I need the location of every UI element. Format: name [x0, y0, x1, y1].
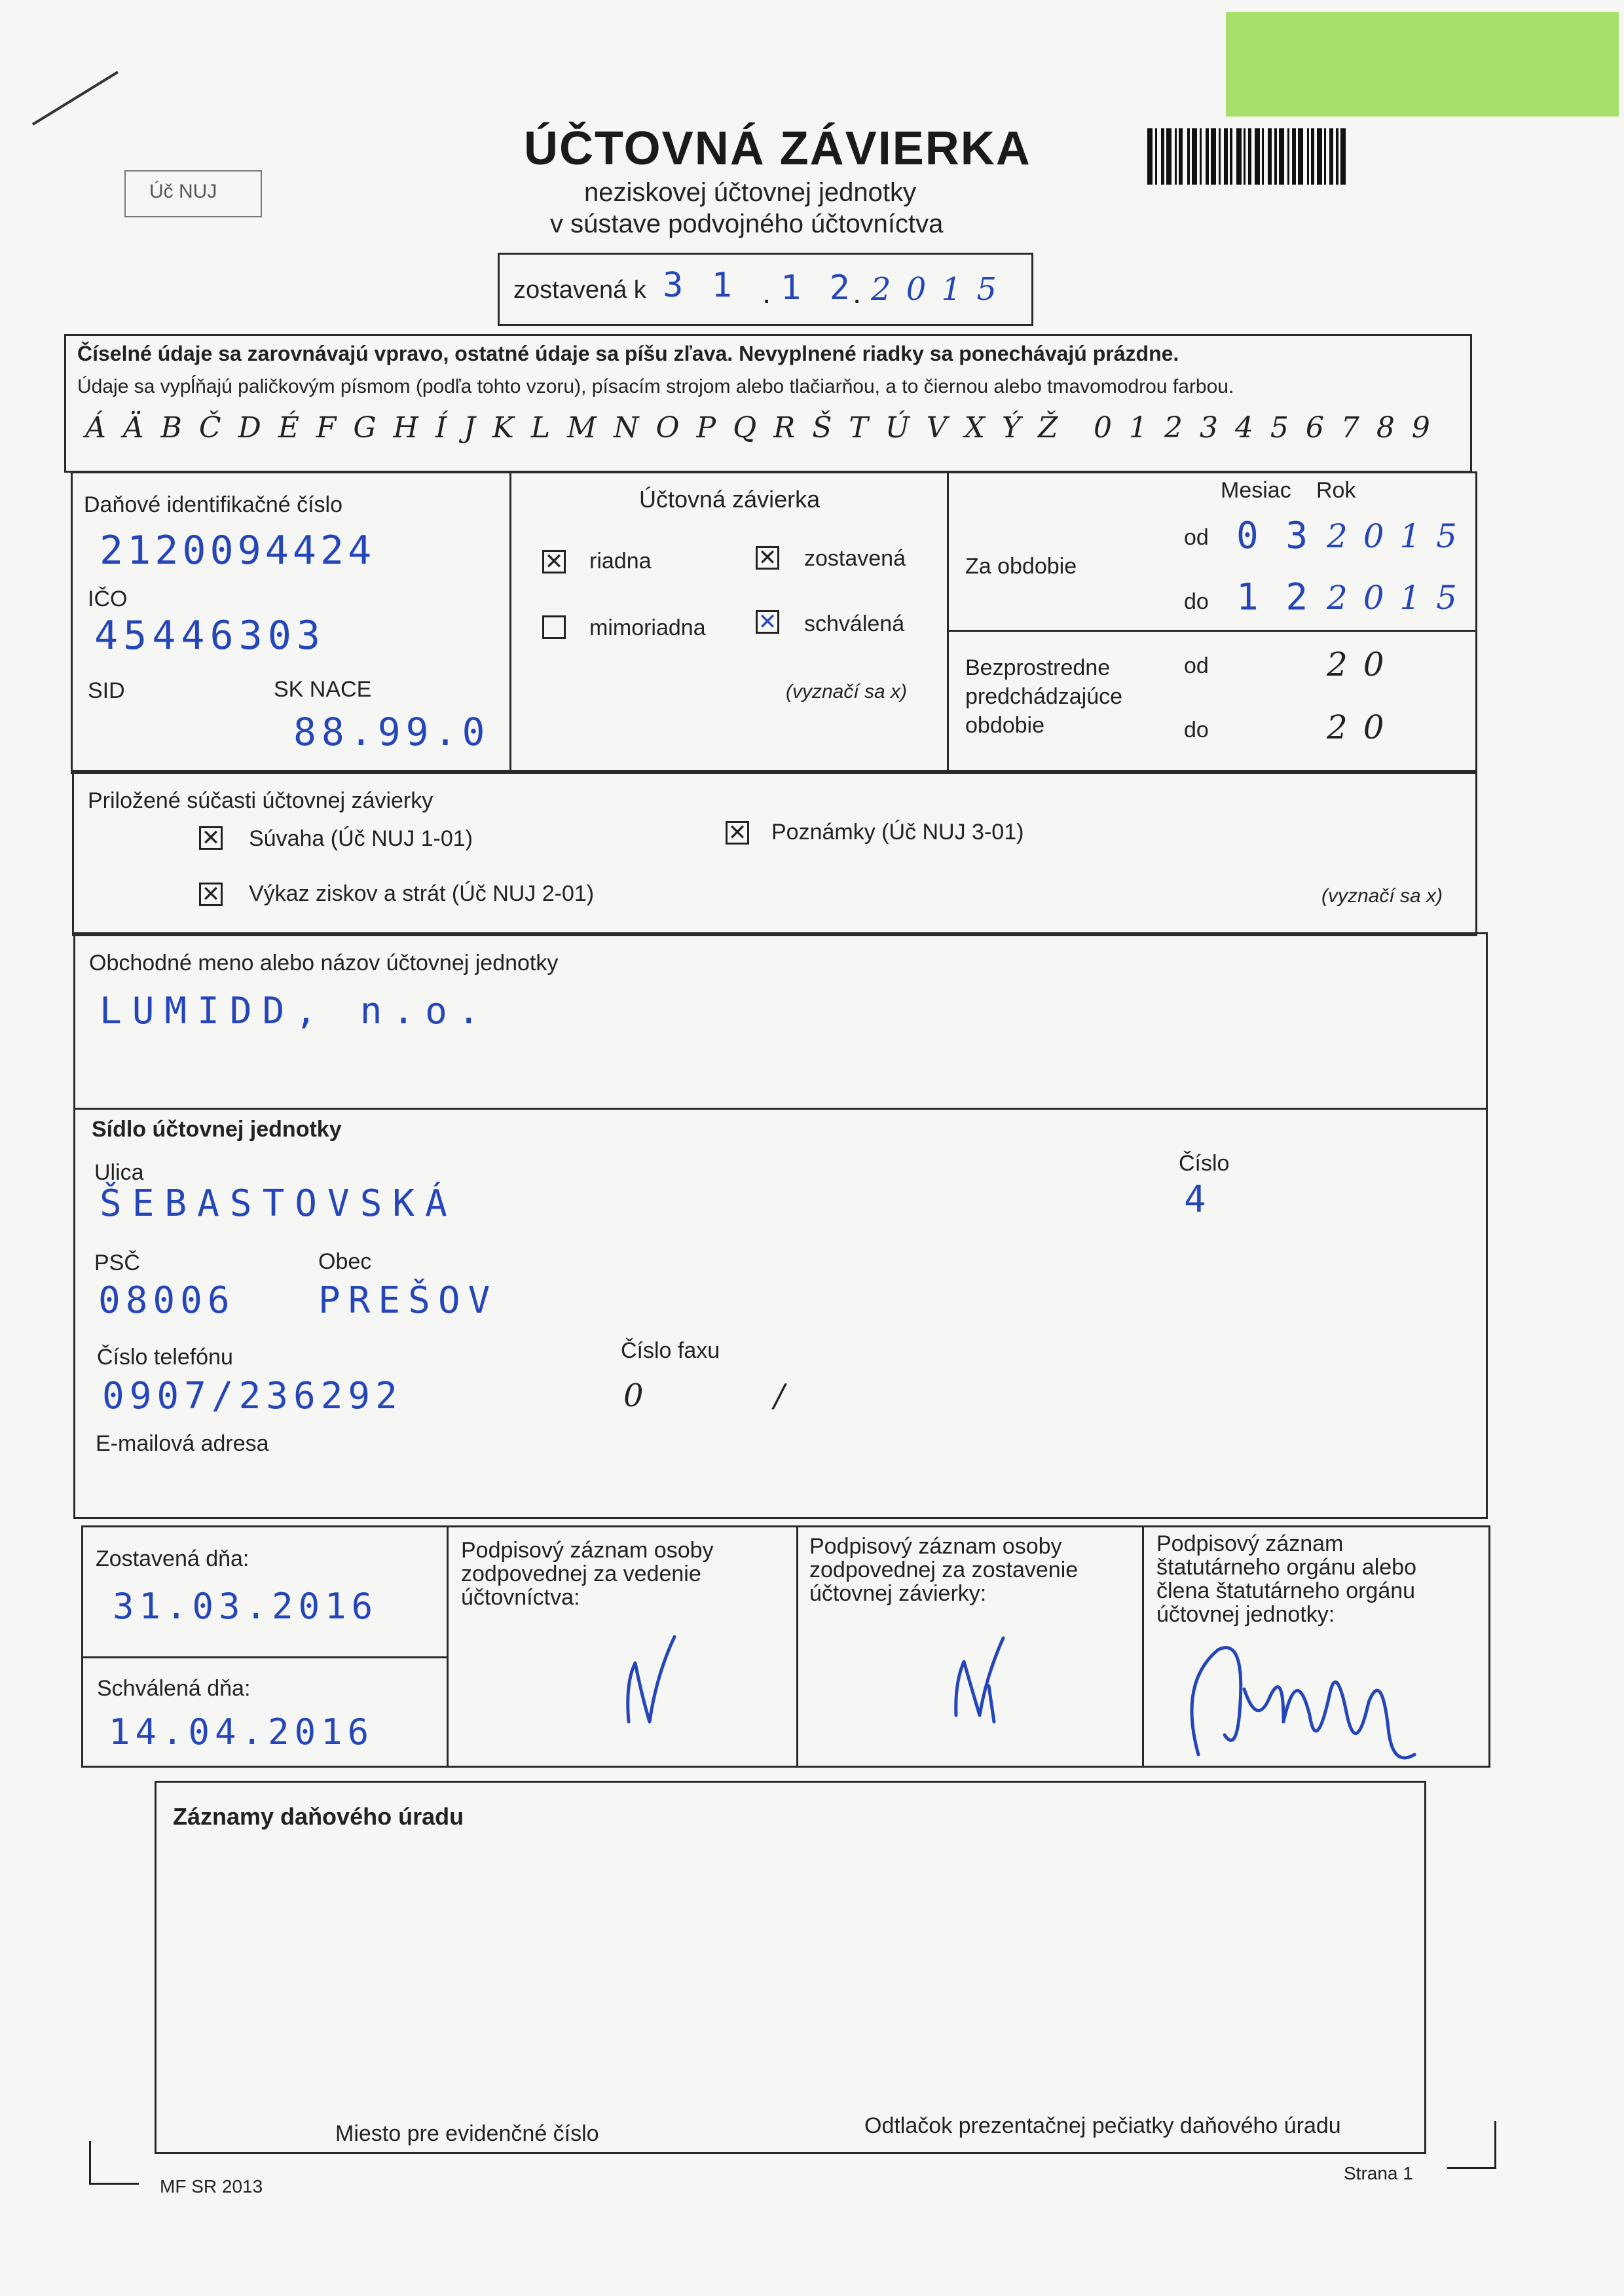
month-header: Mesiac	[1221, 478, 1291, 503]
profit-loss-checkbox[interactable]: ✕	[199, 883, 223, 906]
current-from-year: 2 0 1 5	[1327, 517, 1460, 555]
current-to-label: do	[1184, 589, 1209, 614]
previous-to-year: 2 0	[1327, 708, 1387, 746]
approved-on-label: Schválená dňa:	[97, 1676, 251, 1701]
footer-left: MF SR 2013	[160, 2176, 263, 2196]
balance-sheet-label: Súvaha (Úč NUJ 1-01)	[249, 826, 473, 851]
dot-separator-1: .	[762, 276, 771, 310]
attachments-mark-note: (vyznačí sa x)	[1321, 885, 1443, 907]
stamp-label: Odtlačok prezentačnej pečiatky daňového úradu	[864, 2113, 1341, 2138]
accounting-signature-label: Podpisový záznam osoby zodpovednej za vedenie účtovníctva:	[461, 1538, 714, 1610]
instruction-line-1: Číselné údaje sa zarovnávajú vpravo, ostatné údaje sa píšu zľava. Nevyplnené riadky sa ponechávajú prázdne.	[77, 342, 1179, 365]
current-period-label: Za obdobie	[965, 554, 1077, 579]
page-title: ÚČTOVNÁ ZÁVIERKA	[524, 122, 1031, 175]
fax-label: Číslo faxu	[621, 1338, 720, 1363]
statutory-signature	[1172, 1624, 1434, 1794]
entity-name-value: LUMIDD, n.o.	[100, 990, 490, 1032]
ico-value: 45446303	[94, 613, 325, 659]
corner-mark-left	[89, 2141, 91, 2184]
sid-label: SID	[88, 678, 125, 703]
approved-on-value: 14.04.2016	[109, 1711, 375, 1753]
previous-from-label: od	[1184, 653, 1209, 678]
extraordinary-label: mimoriadna	[589, 615, 706, 640]
phone-label: Číslo telefónu	[97, 1345, 233, 1370]
attachments-heading: Priložené súčasti účtovnej závierky	[88, 788, 434, 813]
psc-label: PSČ	[94, 1250, 140, 1275]
regular-label: riadna	[589, 549, 652, 574]
current-to-month: 1 2	[1236, 576, 1311, 619]
city-label: Obec	[318, 1249, 372, 1274]
city-value: PREŠOV	[318, 1279, 498, 1322]
accounting-signature	[616, 1624, 694, 1741]
tax-office-section	[155, 1781, 1426, 2154]
current-from-label: od	[1184, 525, 1209, 550]
previous-period-label: Bezprostredne predchádzajúce obdobie	[965, 655, 1123, 738]
current-from-month: 0 3	[1236, 515, 1311, 557]
corner-mark-right	[1494, 2121, 1496, 2168]
compiled-label: zostavená	[804, 546, 906, 571]
compiled-on-label: Zostavená dňa:	[96, 1546, 249, 1571]
approved-label: schválená	[804, 611, 905, 636]
compiled-to-day: 3 1	[663, 266, 736, 305]
subtitle-2: v sústave podvojného účtovníctva	[550, 210, 944, 238]
compiled-on-value: 31.03.2016	[113, 1586, 378, 1627]
phone-value: 0907/236292	[102, 1375, 403, 1417]
dic-label: Daňové identifikačné číslo	[84, 492, 343, 517]
street-value: ŠEBASTOVSKÁ	[100, 1182, 458, 1225]
notes-checkbox[interactable]: ✕	[726, 821, 749, 845]
barcode	[1147, 128, 1346, 185]
year-header: Rok	[1316, 478, 1356, 503]
balance-sheet-checkbox[interactable]: ✕	[199, 826, 223, 850]
fax-value: 0	[623, 1377, 655, 1414]
extraordinary-checkbox[interactable]	[542, 615, 566, 639]
email-label: E-mailová adresa	[96, 1431, 269, 1456]
sticky-note	[1226, 12, 1619, 117]
pen-mark	[26, 65, 124, 131]
psc-value: 08006	[98, 1279, 235, 1322]
compiled-to-month: 1 2	[781, 268, 854, 308]
previous-to-label: do	[1184, 718, 1209, 742]
sknace-label: SK NACE	[274, 677, 372, 702]
compiled-checkbox[interactable]: ✕	[756, 546, 779, 570]
statement-type-heading: Účtovná závierka	[639, 486, 821, 513]
notes-label: Poznámky (Úč NUJ 3-01)	[771, 820, 1024, 845]
sample-letters: Á Ä B Č D É F G H Í J K L M N O P Q R Š T Ú V X Ý Ž	[85, 411, 1062, 445]
dot-separator-2: .	[853, 276, 862, 310]
entity-name-label: Obchodné meno alebo názov účtovnej jednotky	[89, 951, 559, 975]
form-code-box	[124, 170, 262, 217]
sknace-value: 88.99.0	[293, 710, 490, 754]
approved-checkbox[interactable]: ✕	[756, 610, 779, 634]
compile-signature-label: Podpisový záznam osoby zodpovednej za zostavenie účtovnej závierky:	[809, 1534, 1079, 1606]
fax-slash: /	[774, 1377, 797, 1414]
compiled-to-label: zostavená k	[513, 276, 646, 304]
compiled-to-year: 2 0 1 5	[871, 271, 999, 308]
street-label: Ulica	[94, 1160, 144, 1185]
previous-from-year: 2 0	[1327, 646, 1387, 683]
ico-label: IČO	[88, 587, 128, 611]
profit-loss-label: Výkaz ziskov a strát (Úč NUJ 2-01)	[249, 881, 595, 906]
compile-signature	[943, 1624, 1022, 1741]
form-code: Úč NUJ	[149, 181, 217, 202]
number-label: Číslo	[1179, 1151, 1230, 1176]
number-value: 4	[1184, 1178, 1215, 1221]
instruction-line-2: Údaje sa vypĺňajú paličkovým písmom (podľa tohto vzoru), písacím strojom alebo tlačiarňou, a to čiernou alebo tmavomodrou farbou.	[77, 376, 1234, 397]
statutory-signature-label: Podpisový záznam štatutárneho orgánu alebo člena štatutárneho orgánu účtovnej jednotky:	[1156, 1531, 1416, 1627]
dic-value: 2120094424	[100, 528, 376, 574]
statement-mark-note: (vyznačí sa x)	[786, 681, 908, 702]
subtitle-1: neziskovej účtovnej jednotky	[584, 178, 916, 207]
regular-checkbox[interactable]: ✕	[542, 550, 566, 574]
current-to-year: 2 0 1 5	[1327, 579, 1460, 617]
evidence-number-label: Miesto pre evidenčné číslo	[335, 2121, 599, 2146]
tax-office-heading: Záznamy daňového úradu	[173, 1803, 464, 1830]
footer-right: Strana 1	[1344, 2163, 1413, 2183]
sample-digits: 0 1 2 3 4 5 6 7 8 9	[1094, 411, 1434, 445]
seat-heading: Sídlo účtovnej jednotky	[92, 1117, 342, 1142]
